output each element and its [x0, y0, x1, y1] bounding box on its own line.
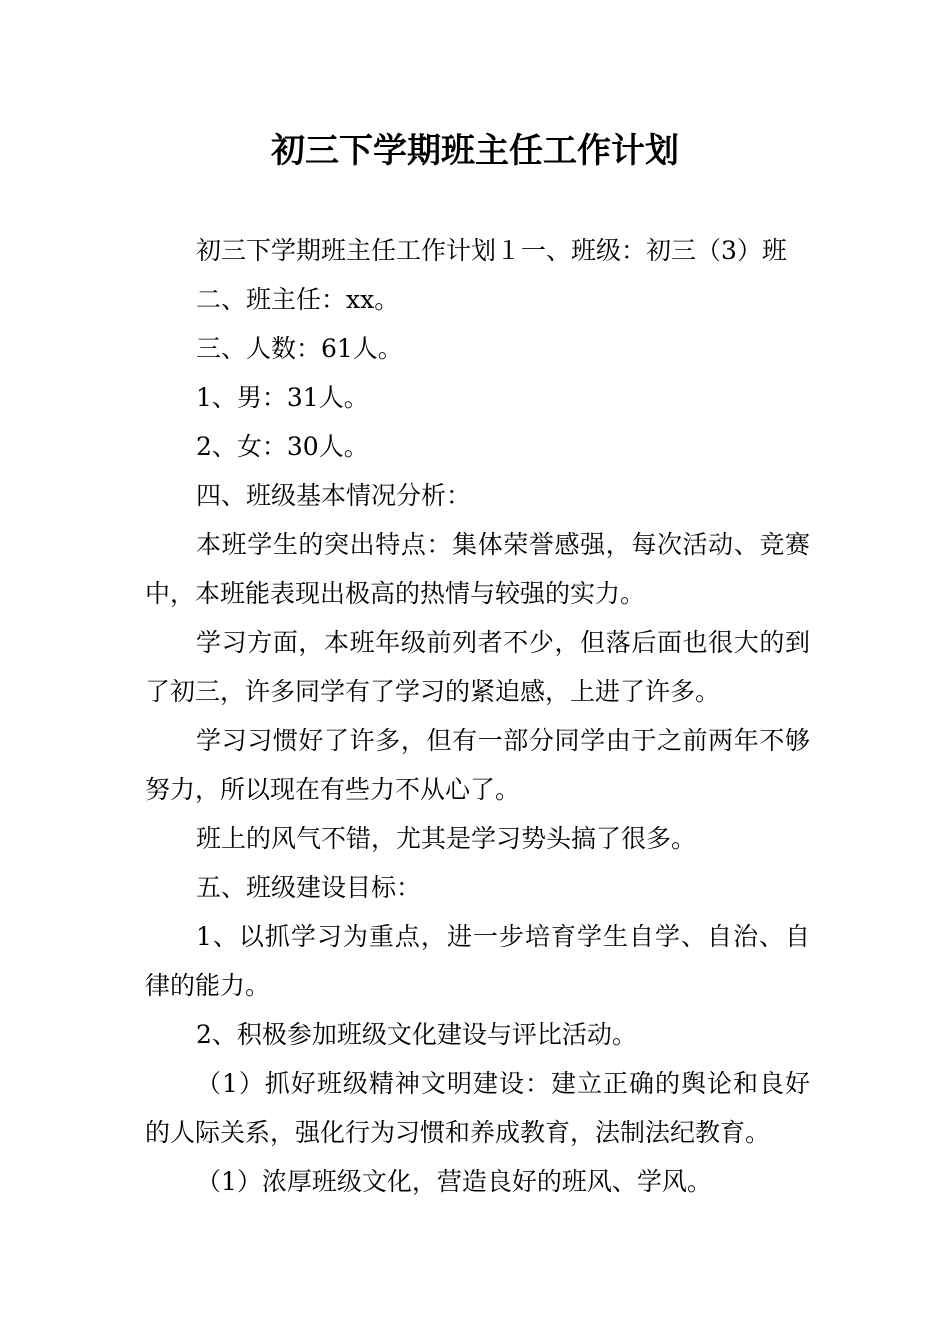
paragraph-class-atmosphere: 班上的风气不错，尤其是学习势头搞了很多。 — [196, 824, 697, 853]
paragraph-study-habits: 学习习惯好了许多，但有一部分同学由于之前两年不够努力，所以现在有些力不从心了。 — [145, 726, 810, 804]
paragraph-goal-1: 1、以抓学习为重点，进一步培育学生自学、自治、自律的能力。 — [145, 922, 810, 1000]
paragraph-student-count: 三、人数：61人。 — [196, 334, 403, 363]
heading-class-goals: 五、班级建设目标： — [196, 873, 422, 902]
paragraph-goal-2-item-2: （1）浓厚班级文化，营造良好的班风、学风。 — [196, 1167, 712, 1196]
paragraph-study-aspect: 学习方面，本班年级前列者不少，但落后面也很大的到了初三，许多同学有了学习的紧迫感，上进了许多。 — [145, 628, 810, 706]
paragraph-goal-2-item-1: （1）抓好班级精神文明建设：建立正确的舆论和良好的人际关系，强化行为习惯和养成教育，法制法纪教育。 — [145, 1069, 810, 1147]
paragraph-class-features: 本班学生的突出特点：集体荣誉感强，每次活动、竞赛中，本班能表现出极高的热情与较强的实力。 — [145, 530, 810, 608]
heading-class-analysis: 四、班级基本情况分析： — [196, 481, 472, 510]
document-body — [145, 226, 810, 1206]
paragraph-boys-count: 1、男：31人。 — [196, 383, 369, 412]
paragraph-head-teacher: 二、班主任：xx。 — [196, 285, 400, 314]
paragraph-goal-2: 2、积极参加班级文化建设与评比活动。 — [196, 1020, 637, 1049]
paragraph-class-info: 初三下学期班主任工作计划１一、班级：初三（3）班 — [196, 236, 787, 265]
paragraph-girls-count: 2、女：30人。 — [196, 432, 369, 461]
document-title: 初三下学期班主任工作计划 — [271, 131, 679, 171]
